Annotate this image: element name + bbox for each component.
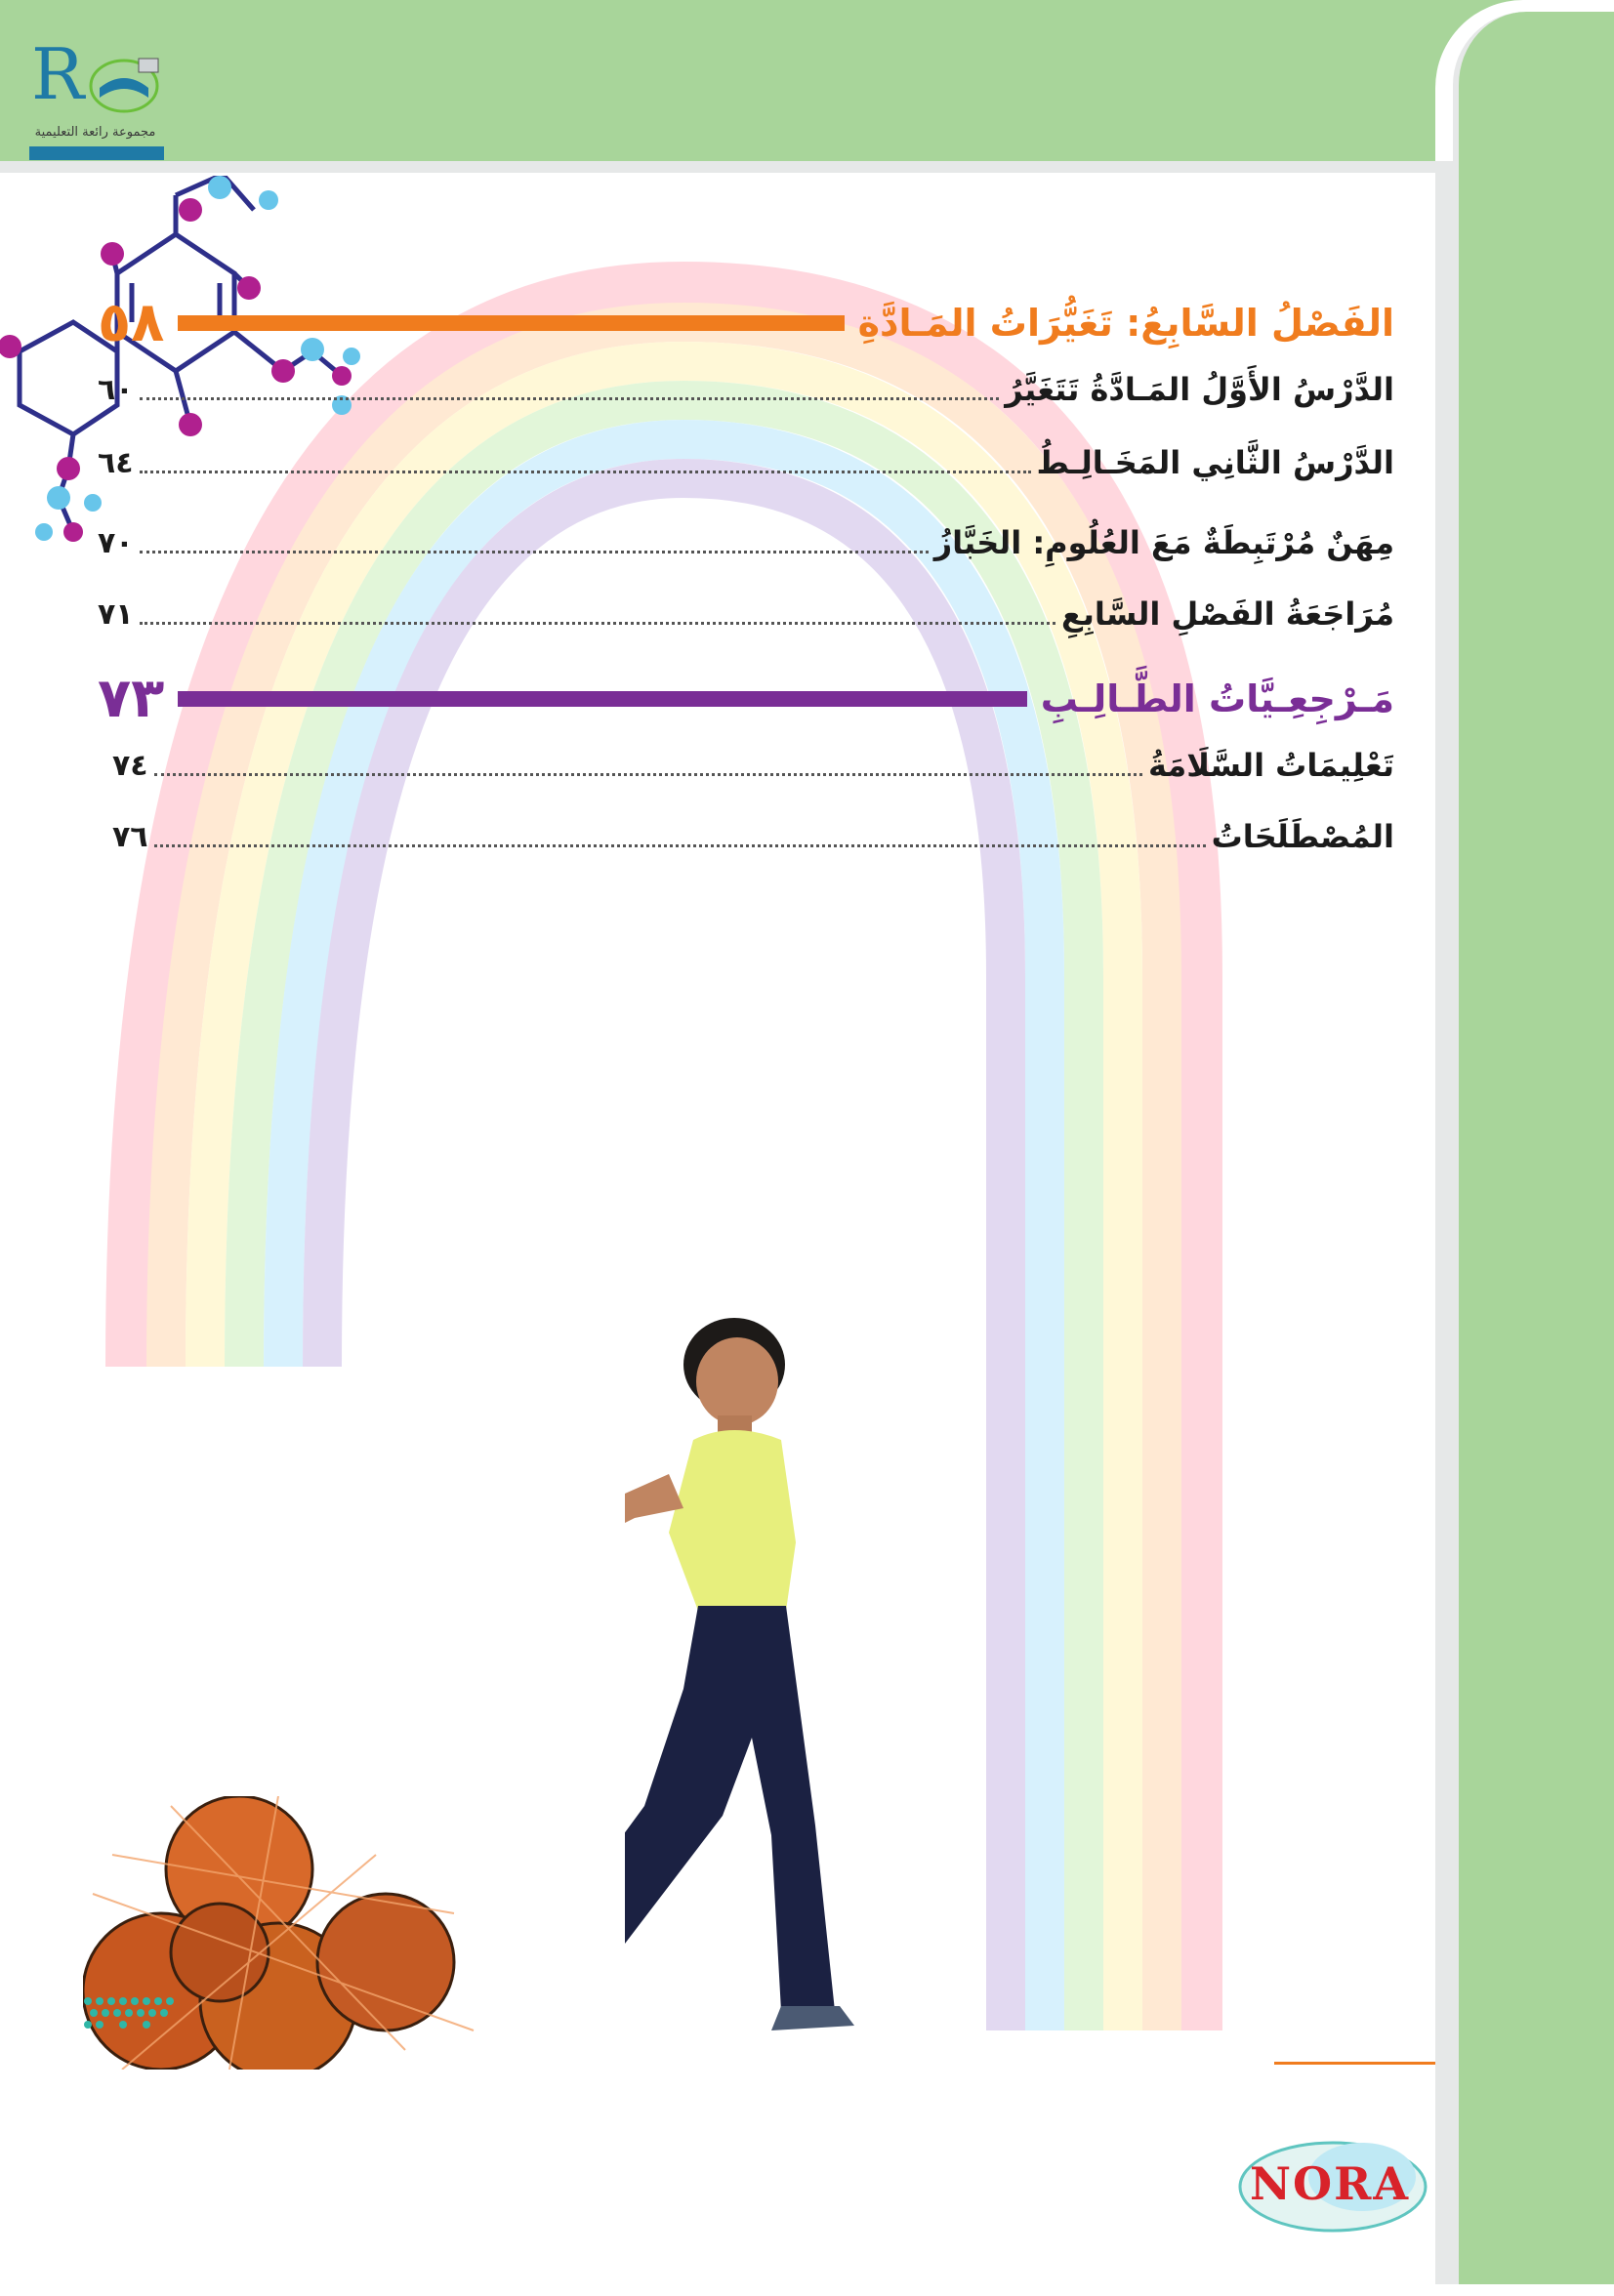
toc-leader — [154, 827, 1206, 847]
book-icon — [80, 49, 168, 117]
logo-strip — [29, 146, 164, 160]
nora-logo — [1225, 2133, 1430, 2235]
chapter-7-title: الفَصْلُ السَّابِعُ: تَغَيُّرَاتُ المَـادَّةِ — [857, 301, 1394, 345]
chapter-7-bar — [178, 315, 844, 331]
toc-item-lesson-1[interactable] — [98, 371, 1394, 408]
toc-item-glossary[interactable] — [112, 818, 1394, 855]
toc-leader — [140, 604, 1055, 625]
toc-item-title: الدَّرْسُ الثَّانِي المَخَـالِـطُ — [1036, 444, 1394, 481]
toc-student-references[interactable] — [98, 667, 1394, 730]
logo-letter: R — [31, 33, 85, 115]
nora-logo-text: NORA — [1250, 2157, 1411, 2210]
toc-item-title: تَعْلِيمَاتُ السَّلَامَةُ — [1147, 747, 1394, 784]
toc-leader — [140, 533, 929, 554]
page-edge — [1435, 161, 1453, 2284]
header-band — [0, 0, 1614, 161]
boy-illustration — [625, 1318, 1113, 2070]
toc-item-review[interactable] — [98, 595, 1394, 633]
vision-2030-logo — [78, 1982, 273, 2040]
toc-item-lesson-2[interactable] — [98, 444, 1394, 481]
toc-chapter-7[interactable] — [98, 291, 1394, 354]
logo-caption: مجموعة رائعة التعليمية — [34, 125, 156, 140]
toc-item-title: مِهَنٌ مُرْتَبِطَةٌ مَعَ العُلُومِ: الخَبَّازُ — [933, 524, 1394, 561]
toc-item-page: ٧١ — [98, 596, 134, 632]
toc-item-safety[interactable] — [112, 747, 1394, 784]
toc-item-page: ٧٠ — [98, 525, 134, 560]
toc-item-careers[interactable] — [98, 524, 1394, 561]
toc-item-title: المُصْطَلَحَاتُ — [1211, 818, 1394, 855]
toc-leader — [154, 756, 1142, 776]
side-band-inner — [1453, 12, 1614, 2284]
toc-item-page: ٦٤ — [98, 445, 134, 480]
toc-item-title: مُرَاجَعَةُ الفَصْلِ السَّابِعِ — [1060, 595, 1394, 633]
footer-accent-line — [1274, 2062, 1435, 2065]
toc-item-page: ٧٦ — [112, 819, 148, 854]
toc-leader — [140, 380, 1000, 400]
chapter-7-page: ٥٨ — [98, 291, 165, 354]
toc-leader — [140, 453, 1031, 473]
toc-item-page: ٦٠ — [98, 372, 134, 407]
toc-item-page: ٧٤ — [112, 748, 148, 783]
student-references-title: مَـرْجِعِـيَّاتُ الطَّـالِـبِ — [1040, 676, 1394, 720]
student-references-bar — [178, 691, 1026, 707]
publisher-logo — [29, 33, 166, 166]
toc-item-title: الدَّرْسُ الأَوَّلُ المَـادَّةُ تَتَغَيَّرُ — [1005, 371, 1394, 408]
student-references-page: ٧٣ — [98, 667, 165, 730]
